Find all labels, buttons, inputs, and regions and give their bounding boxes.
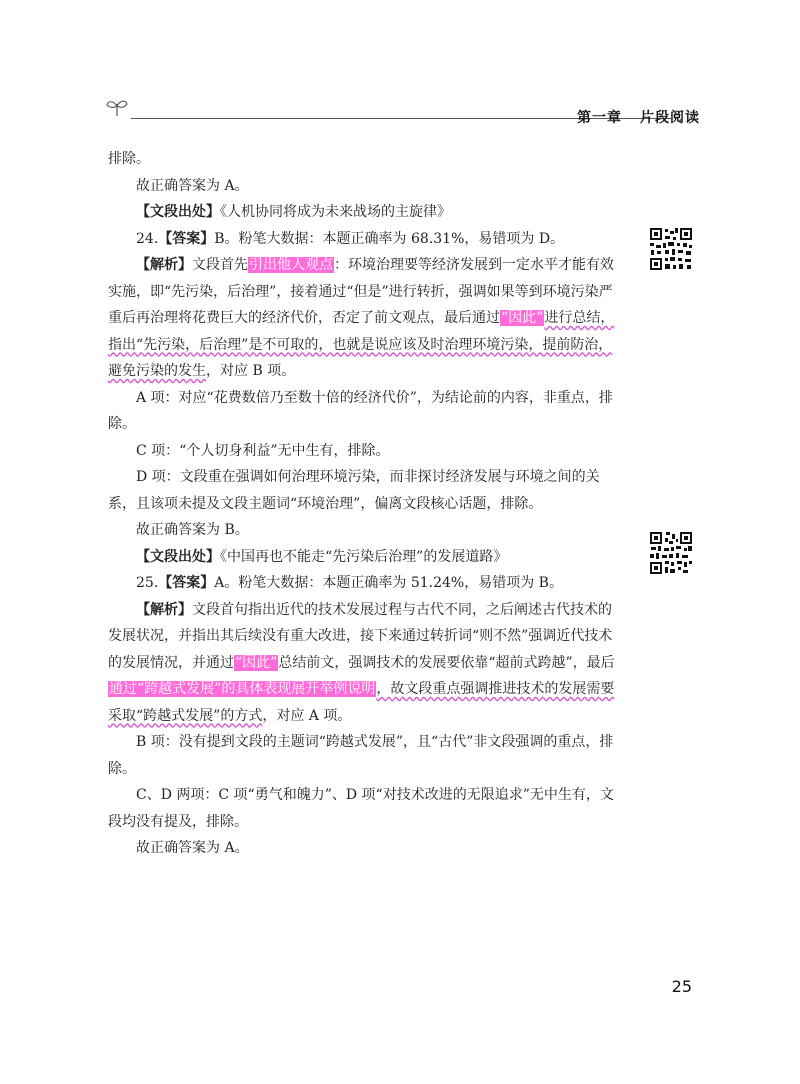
answer-text: B。粉笔大数据：本题正确率为 68.31%，易错项为 D。 bbox=[214, 230, 565, 247]
qr-code-icon[interactable] bbox=[648, 226, 694, 272]
underlined-text: 进行总结，指出“先污染，后治理”是不可取的，也就是说应该及时治理环境污染，提前防治，避免污染的发生 bbox=[108, 310, 615, 379]
highlight: 引出他人观点 bbox=[249, 257, 333, 273]
question-25-answer bbox=[108, 570, 624, 597]
qr-code-graphic bbox=[648, 226, 694, 272]
page-header bbox=[105, 96, 700, 126]
option-b-analysis: B 项：没有提到文段的主题词“跨越式发展”，且“古代”非文段强调的重点，排除。 bbox=[108, 734, 614, 777]
source-line bbox=[108, 544, 624, 571]
analysis-label: 【解析】 bbox=[136, 601, 192, 618]
analysis-text: ，对应 B 项。 bbox=[206, 363, 296, 379]
analysis-text: 文段首句指出近代的技术发展过程与古代不同，之后阐述古代技术的发展状况，并指出其后续没有重大改进，接下来通过转折词“则不然”强调近代技术的发展情况，并通过 bbox=[108, 601, 613, 671]
question-number: 25. bbox=[136, 575, 159, 591]
option-d-analysis: D 项：文段重在强调如何治理环境污染，而非探讨经济发展与环境之间的关系，且该项未提及文段主题词“环境治理”，偏离文段核心话题，排除。 bbox=[108, 469, 600, 512]
source-line bbox=[108, 199, 624, 226]
question-25-analysis bbox=[108, 597, 624, 730]
source-label: 【文段出处】 bbox=[136, 204, 220, 220]
question-number: 24. bbox=[136, 230, 159, 247]
answer-label: 【答案】 bbox=[158, 230, 215, 247]
chapter-number: 第一章 bbox=[577, 110, 622, 126]
underlined-text: ，故文段重点强调推进技术的发展需要采取“跨越式发展”的方式 bbox=[108, 681, 615, 724]
section-title: 片段阅读 bbox=[640, 110, 700, 126]
source-title: 《人机协同将成为未来战场的主旋律》 bbox=[220, 204, 451, 220]
answer-label: 【答案】 bbox=[158, 575, 215, 591]
answer-conclusion: 故正确答案为 A。 bbox=[136, 840, 249, 856]
leaf-icon bbox=[105, 96, 129, 118]
highlight: 通过“跨越式发展”的具体表现展开举例说明 bbox=[109, 681, 376, 697]
page-number: 25 bbox=[671, 977, 692, 996]
analysis-text: 文段首先 bbox=[192, 257, 248, 273]
answer-conclusion: 故正确答案为 A。 bbox=[136, 177, 249, 194]
highlight: “因此” bbox=[501, 310, 544, 326]
qr-code-graphic bbox=[648, 530, 694, 576]
body-text bbox=[108, 146, 624, 862]
option-cd-analysis: C、D 两项：C 项“勇气和魄力”、D 项“对技术改进的无限追求”无中生有，文段均没有提及，排除。 bbox=[108, 787, 614, 830]
source-title: 《中国再也不能走“先污染后治理”的发展道路》 bbox=[220, 548, 508, 565]
option-a-analysis: A 项：对应“花费数倍乃至数十倍的经济代价”，为结论前的内容，非重点，排除。 bbox=[108, 389, 613, 432]
source-label: 【文段出处】 bbox=[136, 548, 220, 565]
analysis-label: 【解析】 bbox=[136, 257, 192, 273]
option-c-analysis: C 项：“个人切身利益”无中生有，排除。 bbox=[136, 442, 390, 459]
qr-code-icon[interactable] bbox=[648, 530, 694, 576]
analysis-text: ，对应 A 项。 bbox=[262, 707, 352, 724]
highlight: “因此” bbox=[235, 654, 278, 671]
answer-text: A。粉笔大数据：本题正确率为 51.24%，易错项为 B。 bbox=[214, 575, 563, 591]
question-24-analysis bbox=[108, 252, 624, 385]
text-line: 排除。 bbox=[108, 151, 150, 167]
question-24-answer bbox=[108, 226, 624, 253]
chapter-heading bbox=[577, 107, 700, 127]
analysis-text: ：环境治理要等经济发展到一定水平才能有效实施，即“先污染，后治理”，接着通过“但是”进行转折，强调如果等到环境污染严重后再治理将花费巨大的经济代价，否定了前文观点，最后通过 bbox=[108, 257, 614, 326]
analysis-text: 总结前文，强调技术的发展要依靠“超前式跨越”，最后 bbox=[278, 654, 615, 671]
answer-conclusion: 故正确答案为 B。 bbox=[136, 522, 249, 538]
